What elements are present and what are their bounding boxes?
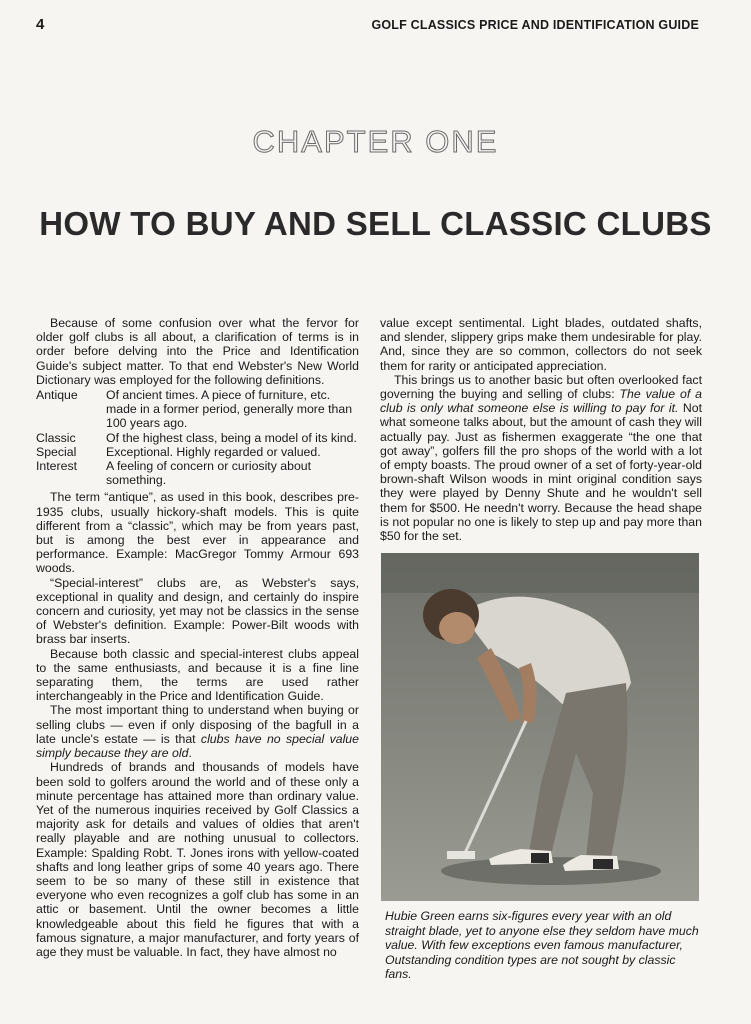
definition-term: Antique: [36, 388, 78, 403]
body-paragraph: The term “antique”, as used in this book, describes pre-1935 clubs, usually hickory-shaft models. This is quite different from a “classic”, which may be from years past, but is among the best ever in appearance and performance. Example: MacGregor Tommy Armour 693 woods.: [36, 490, 359, 576]
text-run: The most important thing to understand when buying or selling clubs — even if only disposing of the bagfull in a late uncle's estate — is that: [36, 703, 359, 746]
page-number: 4: [36, 16, 45, 33]
definitions-list: [36, 388, 359, 487]
emphasis-text: clubs have no special value simply because they are old: [36, 731, 359, 761]
definition-term: Classic: [36, 430, 76, 445]
text-run: .: [188, 746, 192, 761]
right-column: [380, 316, 702, 543]
definition-meaning: Exceptional. Highly regarded or valued.: [106, 444, 321, 459]
body-paragraph: Hundreds of brands and thousands of models have been sold to golfers around the world and of these only a minute percentage has attained more than ordinary value. Yet of the numerous inquiries received by Golf Classics a majority ask for details and values of oldies that aren't really playable and are nothing unusual to collectors. Example: Spalding Robt. T. Jones irons with yellow-coated shafts and long leather grips of some 40 years ago. There seem to be so many of these still in existence that everyone who even recognizes a golf club has some in an attic or basement. Until the owner becomes a little knowledgeable about this field he figures that with a famous signature, a major manufacturer, and forty years of age they must be valuable. In fact, they have almost no: [36, 760, 359, 959]
golfer-photo: [381, 553, 699, 901]
text-run: This brings us to another basic but often overlooked fact governing the buying and selling of clubs:: [380, 372, 702, 402]
definition-term: Interest: [36, 459, 78, 474]
body-paragraph: value except sentimental. Light blades, outdated shafts, and slender, slippery grips make them undesirable for play. And, since they are so common, collectors do not seek them for rarity or anticipated appreciation.: [380, 316, 702, 373]
chapter-title: HOW TO BUY AND SELL CLASSIC CLUBS: [39, 205, 712, 242]
golfer-putting-icon: [381, 553, 699, 901]
running-head: GOLF CLASSICS PRICE AND IDENTIFICATION GUIDE: [371, 18, 699, 32]
definition-term: Special: [36, 444, 77, 459]
emphasis-text: The value of a club is only what someone else is willing to pay for it.: [380, 387, 702, 416]
definition-meaning: Of the highest class, being a model of its kind.: [106, 430, 357, 445]
intro-paragraph: Because of some confusion over what the fervor for older golf clubs is all about, a clarification of terms is in order before delving into the Price and Identification Guide's subject matter. To that end Webster's New World Dictionary was employed for the following definitions.: [36, 316, 359, 387]
body-paragraph: [36, 703, 359, 760]
definition-classic: [36, 431, 359, 445]
definition-antique: [36, 388, 359, 431]
left-column: [36, 316, 359, 959]
photo-caption: Hubie Green earns six-figures every year with an old straight blade, yet to anyone else they seldom have much value. With few exceptions even famous manufacturer, Outstanding condition types are not sought by classic fans.: [385, 909, 699, 981]
definition-meaning: A feeling of concern or curiosity about something.: [106, 459, 312, 488]
definition-special: [36, 445, 359, 459]
body-paragraph: Because both classic and special-interest clubs appeal to the same enthusiasts, and because it is a fine line separating them, the terms are used rather interchangeably in the Price and Identification Guide.: [36, 646, 359, 704]
text-run: Not what someone talks about, but the amount of cash they will actually pay. Just as fishermen exaggerate “the one that got away”, golfers fill the pro shops of the world with a lot of empty boasts. The proud owner of a set of forty-year-old brown-shaft Wilson woods in mint original condition says they were played by Denny Shute and he wouldn't sell them for $500. He needn't worry. Because the head shape is not popular no one is likely to step up and pay more than $50 for the set.: [380, 401, 702, 544]
definition-interest: [36, 459, 359, 487]
body-paragraph: “Special-interest” clubs are, as Webster's says, exceptional in quality and design, and certainly do inspire concern and curiosity, yet may not be classics in the sense of Webster's definition. Example: Power-Bilt woods with brass bar inserts.: [36, 575, 359, 647]
definition-meaning: Of ancient times. A piece of furniture, etc. made in a former period, generally more than 100 years ago.: [106, 388, 353, 431]
body-paragraph: [380, 373, 702, 543]
chapter-label: CHAPTER ONE: [252, 124, 499, 159]
